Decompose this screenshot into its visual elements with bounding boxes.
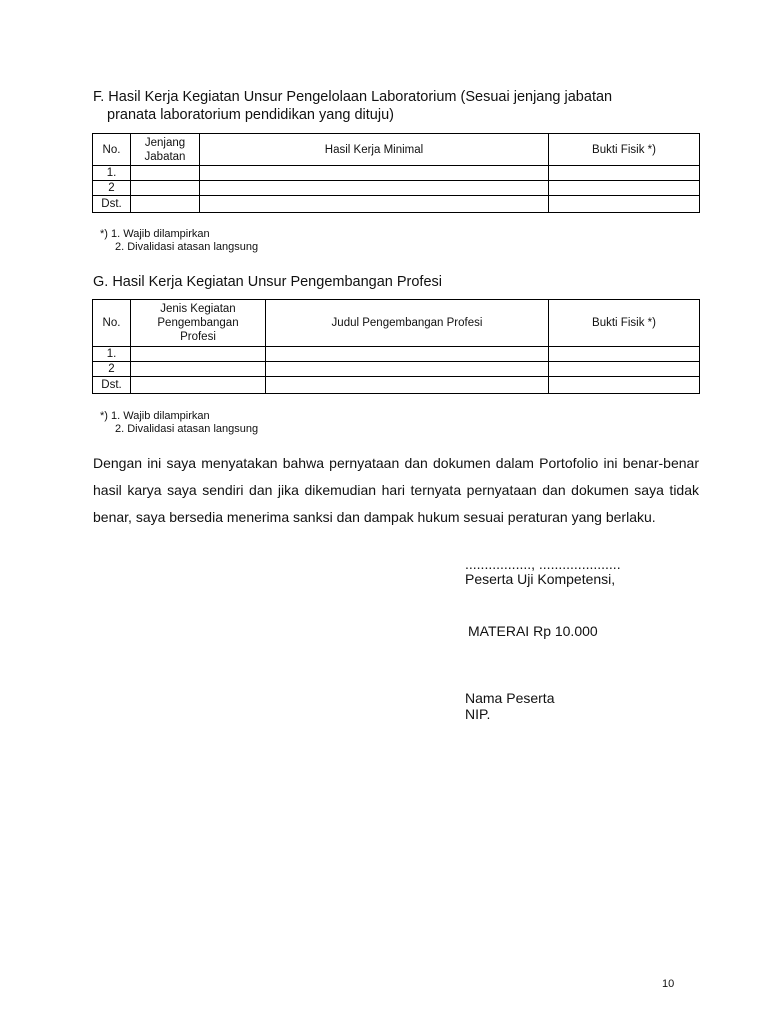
table-row	[93, 362, 700, 377]
table-cell	[549, 166, 700, 181]
column-header-hasil-kerja: Hasil Kerja Minimal	[200, 134, 549, 166]
table-cell	[266, 347, 549, 362]
row-number: Dst.	[93, 377, 131, 394]
column-header-no: No.	[93, 300, 131, 347]
table-cell	[131, 166, 200, 181]
row-number: 2	[93, 362, 131, 377]
note-line-1: *) 1. Wajib dilampirkan	[100, 228, 210, 240]
section-f-table	[92, 133, 700, 213]
table-row	[93, 181, 700, 196]
table-cell	[549, 377, 700, 394]
section-f-note	[100, 228, 258, 254]
signature-name: Nama Peserta	[465, 690, 555, 706]
table-cell	[266, 377, 549, 394]
table-cell	[549, 347, 700, 362]
section-g-note	[100, 410, 258, 436]
signature-place-date: ................., .....................	[465, 556, 621, 572]
table-cell	[200, 196, 549, 213]
page-number: 10	[662, 978, 675, 990]
note-line-2: 2. Divalidasi atasan langsung	[115, 423, 259, 435]
table-cell	[266, 362, 549, 377]
section-f-heading	[93, 88, 693, 124]
row-number: 1.	[93, 347, 131, 362]
signature-nip: NIP.	[465, 706, 491, 722]
table-cell	[131, 181, 200, 196]
table-cell	[549, 362, 700, 377]
section-f-heading-line2: pranata laboratorium pendidikan yang dituju)	[107, 107, 394, 123]
column-header-jenjang-jabatan: Jenjang Jabatan	[131, 134, 200, 166]
signature-role: Peserta Uji Kompetensi,	[465, 571, 616, 587]
table-cell	[131, 362, 266, 377]
row-number: 2	[93, 181, 131, 196]
table-cell	[549, 196, 700, 213]
column-header-bukti-fisik: Bukti Fisik *)	[549, 134, 700, 166]
table-row	[93, 166, 700, 181]
table-row	[93, 196, 700, 213]
note-line-1: *) 1. Wajib dilampirkan	[100, 410, 210, 422]
section-g-table	[92, 299, 700, 394]
table-row	[93, 377, 700, 394]
section-f-heading-line1: F. Hasil Kerja Kegiatan Unsur Pengelolaan Laboratorium (Sesuai jenjang jabatan	[93, 89, 613, 105]
materai-stamp-label: MATERAI Rp 10.000	[468, 623, 598, 639]
column-header-jenis-kegiatan: Jenis Kegiatan Pengembangan Profesi	[131, 300, 266, 347]
statement-paragraph: Dengan ini saya menyatakan bahwa pernyataan dan dokumen dalam Portofolio ini benar-benar hasil karya saya sendiri dan jika dikemudian hari ternyata pernyataan dan dokumen saya tidak benar, saya bersedia menerima sanksi dan dampak hukum sesuai peraturan yang berlaku.	[93, 455, 699, 525]
table-header-row	[93, 300, 700, 347]
row-number: 1.	[93, 166, 131, 181]
column-header-no: No.	[93, 134, 131, 166]
table-cell	[131, 196, 200, 213]
table-cell	[200, 181, 549, 196]
table-cell	[549, 181, 700, 196]
table-row	[93, 347, 700, 362]
table-cell	[131, 377, 266, 394]
section-g-heading: G. Hasil Kerja Kegiatan Unsur Pengembangan Profesi	[93, 274, 442, 290]
row-number: Dst.	[93, 196, 131, 213]
table-cell	[200, 166, 549, 181]
table-header-row	[93, 134, 700, 166]
column-header-bukti-fisik: Bukti Fisik *)	[549, 300, 700, 347]
column-header-judul: Judul Pengembangan Profesi	[266, 300, 549, 347]
note-line-2: 2. Divalidasi atasan langsung	[115, 241, 259, 253]
table-cell	[131, 347, 266, 362]
